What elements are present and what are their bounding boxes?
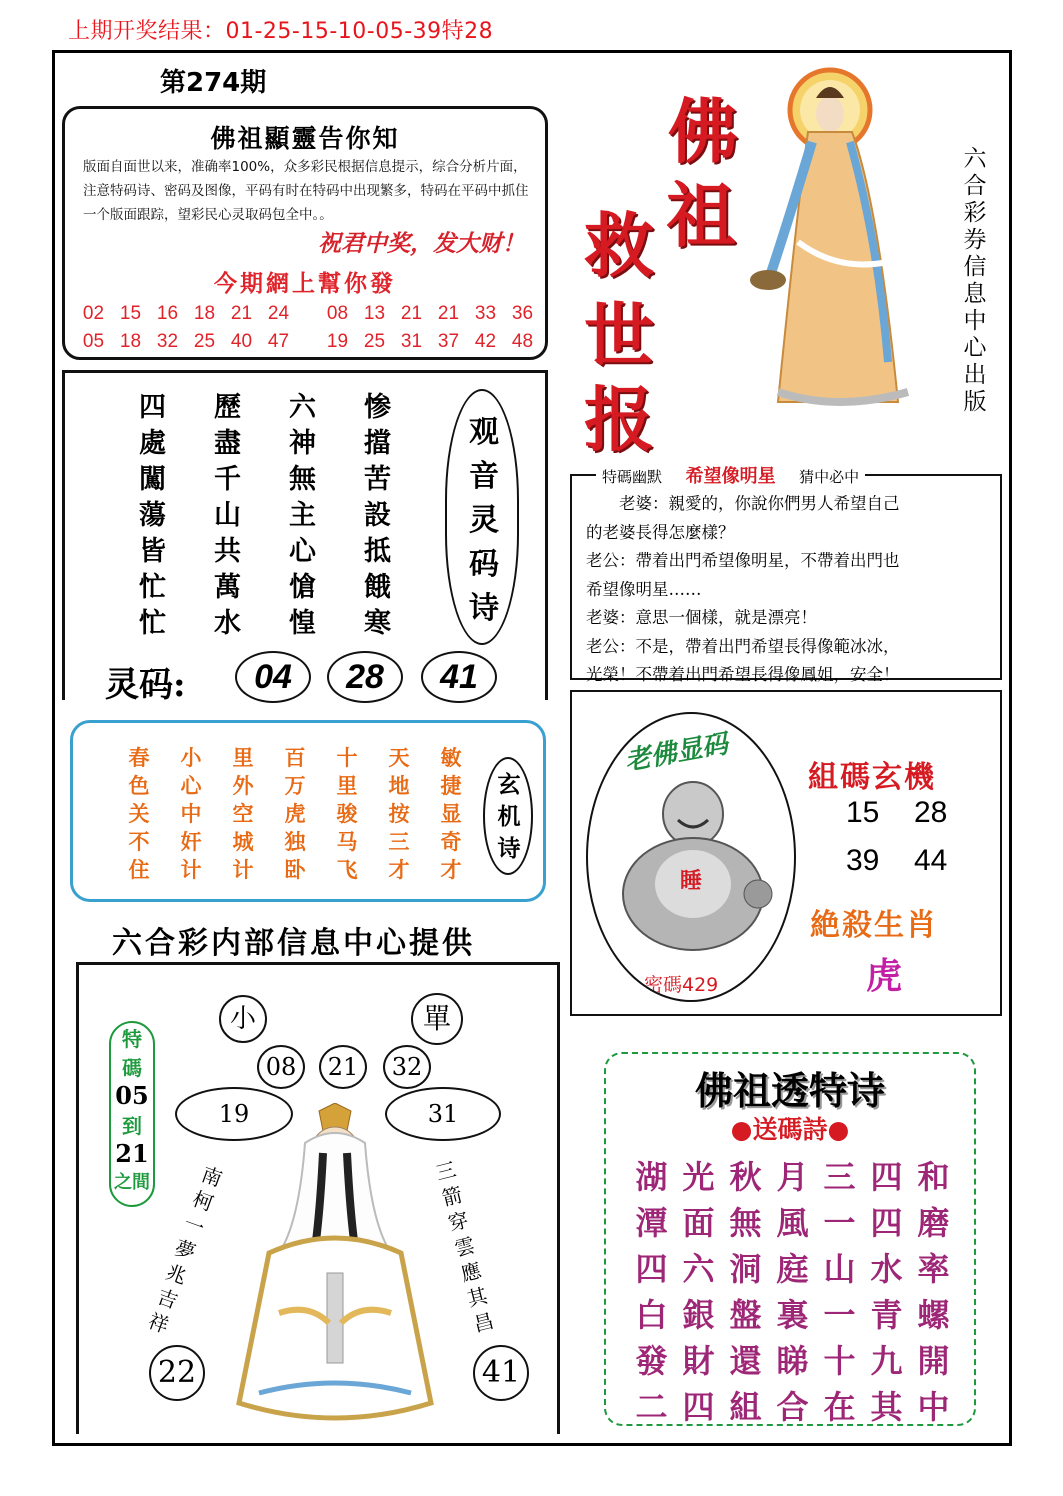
tema-range — [109, 1021, 155, 1207]
right-oval-number: 31 — [385, 1087, 501, 1141]
grid-char: 光 — [682, 1158, 715, 1196]
grid-char: 18 — [119, 331, 142, 352]
grid-char: 37 — [437, 331, 460, 352]
grid-char: 十 — [336, 745, 358, 770]
provider-line: 六合彩内部信息中心提供 — [112, 926, 475, 961]
guanyin-numbers-box — [76, 962, 560, 1434]
issue-number: 第274期 — [160, 68, 267, 98]
grid-char: 春 — [128, 745, 150, 770]
lingma-number: 04 — [235, 651, 311, 703]
right-poem: 三箭穿雲應其昌 — [433, 1157, 497, 1337]
grid-char: 心 — [180, 773, 202, 798]
grid-char: 碼 — [122, 1056, 142, 1080]
title-char: 救 — [584, 204, 654, 287]
grid-char: 組 — [729, 1388, 762, 1426]
grid-char: 螺 — [917, 1296, 950, 1334]
joke-header-left: 特碼幽默 — [602, 468, 663, 486]
grid-char: 24 — [267, 303, 290, 324]
joke-header — [596, 462, 865, 488]
grid-char: 特 — [122, 1027, 142, 1051]
grid-char: 和 — [917, 1158, 950, 1196]
notice-wish: 祝君中奖，发大财！ — [318, 231, 525, 257]
grid-char: 计 — [180, 857, 202, 882]
poem-char: 盡 — [214, 428, 241, 459]
zuma-number: 44 — [914, 844, 948, 877]
title-char: 世 — [584, 294, 654, 377]
grid-char: 里 — [336, 773, 358, 798]
grid-char: 三 — [388, 829, 410, 854]
poem-char: 設 — [364, 500, 391, 531]
title-char: 报 — [584, 378, 654, 461]
grid-char: 05 — [115, 1081, 149, 1110]
lingma-label: 灵码: — [105, 665, 186, 705]
poem-char: 無 — [289, 464, 316, 495]
grid-char: 開 — [917, 1342, 950, 1380]
zuma-number: 39 — [846, 844, 880, 877]
jue-animal: 虎 — [866, 956, 903, 997]
xuanji-side-title: 玄机诗 — [497, 772, 521, 862]
joke-line: 老婆：意思一個樣，就是漂亮！ — [586, 608, 817, 627]
bottom-left-number: 22 — [149, 1345, 205, 1401]
poem-char: 神 — [289, 428, 316, 459]
grid-char: 08 — [326, 303, 349, 324]
zuma-number: 28 — [914, 796, 948, 829]
poem-char: 千 — [214, 464, 241, 495]
poem-char: 惶 — [289, 608, 316, 639]
song-ma-grid — [628, 1158, 957, 1427]
poem-char: 愴 — [289, 572, 316, 603]
joke-line: 希望像明星…… — [586, 579, 702, 599]
grid-char: 發 — [635, 1342, 668, 1380]
grid-char: 湖 — [635, 1158, 668, 1196]
grid-char: 25 — [193, 331, 216, 352]
grid-char: 02 — [82, 303, 105, 324]
joke-header-title: 希望像明星 — [685, 466, 776, 487]
grid-char: 21 — [115, 1139, 149, 1168]
grid-char: 独 — [284, 829, 306, 854]
grid-char: 潭 — [635, 1204, 668, 1242]
poem-char: 主 — [289, 500, 316, 531]
poem-char: 寒 — [364, 608, 391, 639]
poem-char: 抵 — [364, 536, 391, 567]
grid-char: 百 — [284, 745, 306, 770]
poem-char: 惨 — [364, 392, 391, 423]
grid-char: 飞 — [336, 857, 358, 882]
grid-char: 在 — [823, 1388, 856, 1426]
buddha-oval — [586, 712, 796, 1002]
top-number: 21 — [319, 1045, 367, 1089]
grid-char: 不 — [128, 829, 150, 854]
grid-char: 按 — [388, 801, 410, 826]
zuma-title: 組碼玄機 — [808, 760, 936, 795]
grid-char: 13 — [363, 303, 386, 324]
grid-char: 显 — [440, 801, 462, 826]
buddha-center-char: 睡 — [680, 869, 703, 894]
poem-char: 擋 — [364, 428, 391, 459]
grid-char: 白 — [635, 1296, 668, 1334]
poem-grid — [115, 385, 415, 639]
grid-char: 合 — [776, 1388, 809, 1426]
grid-char: 21 — [437, 303, 460, 324]
seated-guanyin-illustration — [219, 1103, 449, 1433]
poem-char: 餓 — [364, 572, 391, 603]
poem-char: 心 — [289, 536, 316, 567]
poem-char: 忙 — [139, 608, 166, 639]
joke-body — [586, 490, 992, 690]
grid-char: 19 — [326, 331, 349, 352]
grid-char: 月 — [776, 1158, 809, 1196]
grid-char: 骏 — [336, 801, 358, 826]
poem-char: 處 — [139, 428, 166, 459]
grid-char: 四 — [635, 1250, 668, 1288]
poem-char: 歷 — [214, 392, 241, 423]
xuanji-side-oval — [483, 757, 533, 875]
grid-char: 一 — [823, 1204, 856, 1242]
poem-char: 四 — [139, 392, 166, 423]
buddha-secret: 密碼429 — [644, 974, 719, 996]
song-ma-subtitle: ●送碼詩● — [730, 1115, 850, 1144]
number-row-1 — [75, 303, 541, 325]
poem-char: 苦 — [364, 464, 391, 495]
poem-char: 忙 — [139, 572, 166, 603]
grid-char: 盤 — [729, 1296, 762, 1334]
grid-char: 住 — [128, 857, 150, 882]
grid-char: 才 — [440, 857, 462, 882]
grid-char: 率 — [917, 1250, 950, 1288]
joke-header-right: 猜中必中 — [799, 468, 860, 486]
grid-char: 18 — [193, 303, 216, 324]
grid-char: 之間 — [114, 1172, 150, 1193]
grid-char: 捷 — [440, 773, 462, 798]
lingma-number: 41 — [421, 651, 497, 703]
zuma-number: 15 — [846, 796, 880, 829]
title-char: 佛 — [668, 90, 738, 173]
grid-char: 三 — [823, 1158, 856, 1196]
grid-char: 水 — [870, 1250, 903, 1288]
grid-char: 外 — [232, 773, 254, 798]
grid-char: 二 — [635, 1388, 668, 1426]
poem-char: 蕩 — [139, 500, 166, 531]
grid-char: 21 — [400, 303, 423, 324]
grid-char: 面 — [682, 1204, 715, 1242]
small-circle: 小 — [219, 995, 267, 1043]
grid-char: 無 — [729, 1204, 762, 1242]
grid-char: 32 — [156, 331, 179, 352]
grid-char: 21 — [230, 303, 253, 324]
grid-char: 关 — [128, 801, 150, 826]
grid-char: 万 — [284, 773, 306, 798]
number-row-2 — [75, 331, 541, 353]
grid-char: 05 — [82, 331, 105, 352]
grid-char: 青 — [870, 1296, 903, 1334]
grid-char: 裏 — [776, 1296, 809, 1334]
grid-char: 奇 — [440, 829, 462, 854]
grid-char: 25 — [363, 331, 386, 352]
grid-char: 城 — [232, 829, 254, 854]
grid-char: 秋 — [729, 1158, 762, 1196]
grid-char: 銀 — [682, 1296, 715, 1334]
grid-char: 奸 — [180, 829, 202, 854]
grid-char: 十 — [823, 1342, 856, 1380]
grid-char: 四 — [870, 1158, 903, 1196]
poem-char: 闖 — [139, 464, 166, 495]
grid-char: 四 — [870, 1204, 903, 1242]
grid-char: 睇 — [776, 1342, 809, 1380]
grid-char: 庭 — [776, 1250, 809, 1288]
top-number: 08 — [257, 1045, 305, 1089]
notice-body: 版面自面世以来，准确率100%，众多彩民根据信息提示，综合分析片面，注意特码诗、密码及图像，平码有时在特码中出现繁多，特码在平码中抓住一个版面跟踪，望彩民心灵取码包全中。。 — [83, 159, 529, 223]
song-ma-poem-box — [604, 1052, 976, 1426]
song-ma-title: 佛祖透特诗 — [694, 1068, 885, 1113]
xuanji-grid — [113, 745, 477, 883]
grid-char: 一 — [823, 1296, 856, 1334]
poem-char: 皆 — [139, 536, 166, 567]
joke-line: 光榮！不帶着出門希望長得像鳳姐，安全！ — [586, 665, 900, 684]
joke-box — [570, 466, 1002, 684]
poem-char: 共 — [214, 536, 241, 567]
poem-side-oval — [445, 389, 519, 645]
last-result: 上期开奖结果：01-25-15-10-05-39特28 — [68, 19, 494, 44]
left-poem: 南柯一夢兆吉祥 — [145, 1161, 226, 1338]
joke-line: 的老婆長得怎麼樣？ — [586, 522, 735, 542]
grid-char: 四 — [682, 1388, 715, 1426]
buddha-box — [570, 690, 1002, 1016]
poem-char: 山 — [214, 500, 241, 531]
single-circle: 單 — [411, 993, 463, 1045]
grid-char: 敏 — [440, 745, 462, 770]
guanyin-poem-box — [62, 370, 548, 705]
grid-char: 40 — [230, 331, 253, 352]
notice-box — [62, 106, 548, 360]
top-number: 32 — [383, 1045, 431, 1089]
grid-char: 36 — [511, 303, 534, 324]
grid-char: 色 — [128, 773, 150, 798]
poem-char: 水 — [214, 608, 241, 639]
grid-char: 中 — [917, 1388, 950, 1426]
bottom-right-number: 41 — [473, 1345, 529, 1401]
grid-char: 48 — [511, 331, 534, 352]
grid-char: 中 — [180, 801, 202, 826]
grid-char: 虎 — [284, 801, 306, 826]
joke-line: 老公：帶着出門希望像明星，不帶着出門也 — [586, 551, 900, 570]
grid-char: 六 — [682, 1250, 715, 1288]
poem-side-title: 观音灵码诗 — [469, 415, 499, 626]
guanyin-standing-illustration — [738, 62, 944, 417]
grid-char: 15 — [119, 303, 142, 324]
grid-char: 到 — [122, 1114, 142, 1138]
notice-title: 佛祖顯靈告你知 — [210, 124, 400, 153]
title-char: 祖 — [666, 174, 736, 257]
joke-line: 老公：不是，帶着出門希望長得像範冰冰， — [586, 636, 900, 656]
grid-char: 山 — [823, 1250, 856, 1288]
grid-char: 其 — [870, 1388, 903, 1426]
jue-title: 絶殺生肖 — [810, 908, 938, 943]
grid-char: 九 — [870, 1342, 903, 1380]
grid-char: 洞 — [729, 1250, 762, 1288]
grid-char: 小 — [180, 745, 202, 770]
joke-line: 老婆：親愛的，你說你們男人希望自己 — [586, 494, 900, 513]
poem-char: 萬 — [214, 572, 241, 603]
grid-char: 天 — [388, 745, 410, 770]
grid-char: 42 — [474, 331, 497, 352]
notice-subtitle: 今期網上幫你發 — [214, 270, 396, 297]
grid-char: 還 — [729, 1342, 762, 1380]
grid-char: 風 — [776, 1204, 809, 1242]
grid-char: 磨 — [917, 1204, 950, 1242]
publisher-vertical: 六合彩券信息中心出版 — [963, 146, 987, 415]
grid-char: 才 — [388, 857, 410, 882]
grid-char: 马 — [336, 829, 358, 854]
grid-char: 空 — [232, 801, 254, 826]
grid-char: 地 — [388, 773, 410, 798]
buddha-arc-text: 老佛显码 — [622, 729, 731, 777]
grid-char: 计 — [232, 857, 254, 882]
xuanji-poem-box — [70, 720, 546, 902]
grid-char: 47 — [267, 331, 290, 352]
grid-char: 33 — [474, 303, 497, 324]
grid-char: 財 — [682, 1342, 715, 1380]
lingma-number: 28 — [327, 651, 403, 703]
grid-char: 卧 — [284, 857, 306, 882]
grid-char: 里 — [232, 745, 254, 770]
grid-char: 31 — [400, 331, 423, 352]
grid-char: 16 — [156, 303, 179, 324]
poem-char: 六 — [289, 392, 316, 423]
left-oval-number: 19 — [175, 1087, 293, 1141]
